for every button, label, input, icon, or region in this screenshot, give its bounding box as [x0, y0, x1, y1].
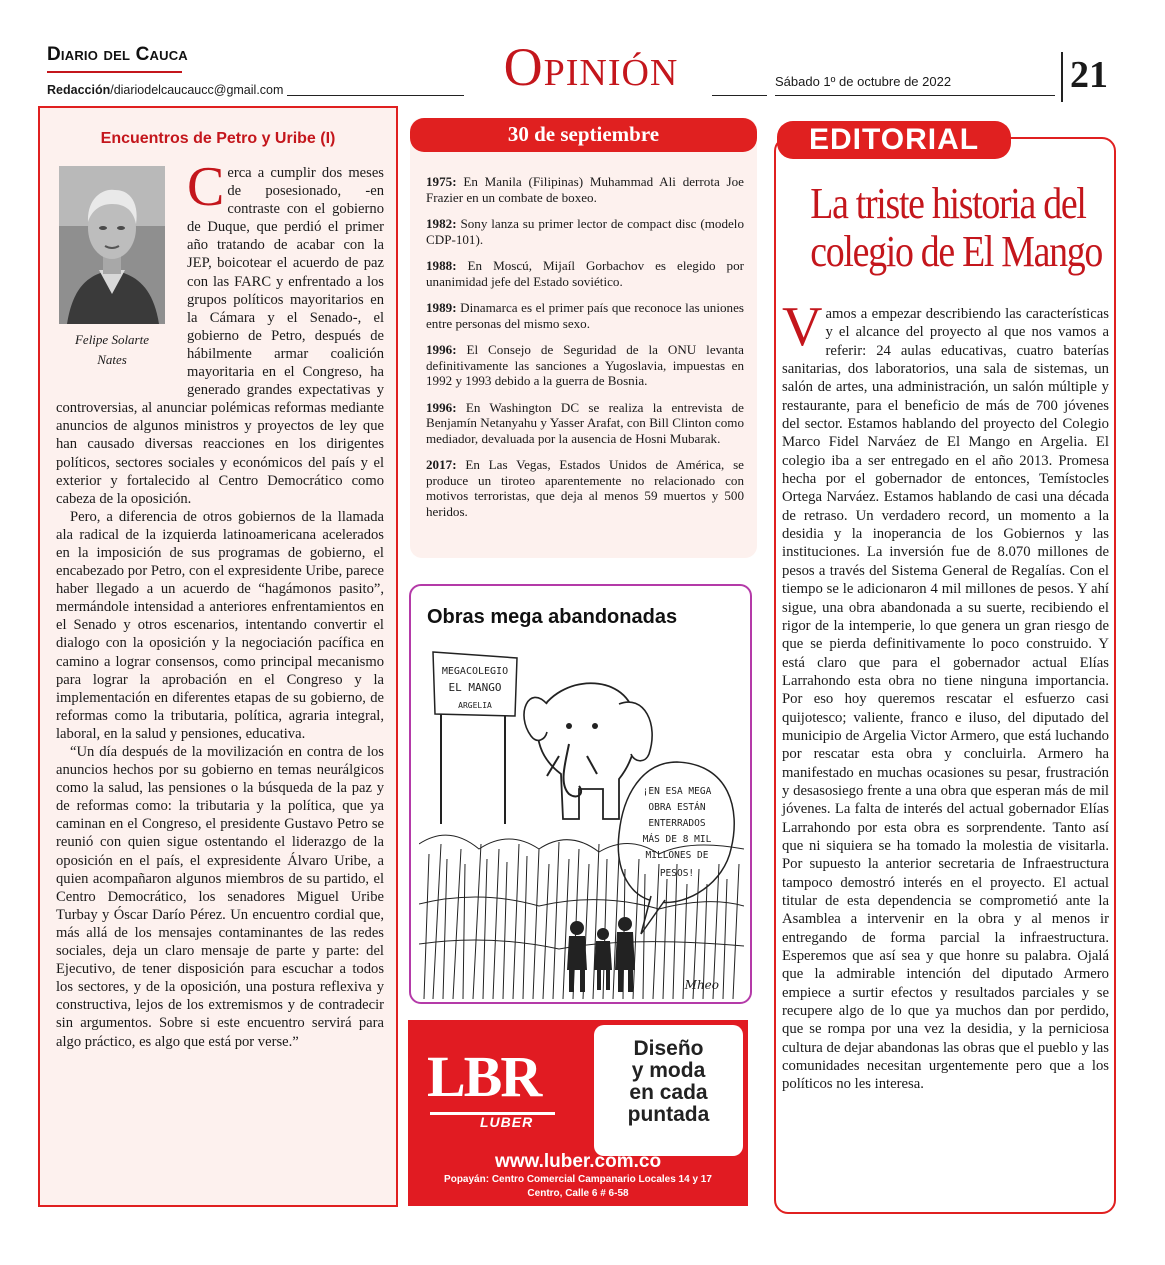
ephemeris-item: [426, 216, 744, 247]
ephemeris-year: 1982:: [426, 216, 457, 231]
cartoonist-signature: Mheo: [684, 978, 719, 992]
editorial-tab: [777, 121, 1011, 159]
author-name-line2: Nates: [97, 352, 127, 367]
ephemeris-title: 30 de septiembre: [507, 122, 660, 146]
ad-slogan-line-3: en cada: [629, 1081, 708, 1104]
author-portrait-image: [59, 166, 165, 324]
sign-line-3: ARGELIA: [458, 701, 492, 710]
ad-slogan-line-4: puntada: [627, 1103, 710, 1126]
opinion-column: [38, 106, 398, 1207]
ad-address-line-2: Centro, Calle 6 # 6-58: [527, 1188, 629, 1199]
editorial-body-text: amos a empezar describiendo las características y el alcance del proyecto al que nos vamos a referir: 24 aulas educativas, cuatro baterías sanitarias, dos laboratorios, una sala de sistemas, un salón de artes, una administración, un salón múltiple y restaurante, para el beneficio de más de 700 jóvenes del sector. Estamos hablando del proyecto del Colegio Marco Fidel Narváez de El Mango en Argelia. El colegio iba a ser entregado en el año 2013. Promesa hecha por el gobernador de entonces, Temístocles Ortega Narváez. Estamos hablando de casi una década de retraso. Un verdadero record, un momento a la desidia y la inoperancia de los Gobiernos y las instituciones. La inversión fue de 8.070 millones de pesos a través del Sistema General de Regalías. Con el tiempo se le adicionaron 4 mil millones de pesos. Y ahí sigue, una obra abandonada a su suerte, recibiendo el rigor de la intemperie, lo que genera un gran riesgo de que se pierda definitivamente lo poco construido. Y está claro que para el gobernador actual Elías Larrahondo esta obra no tiene ninguna importancia. Por eso hoy queremos rescatar el esfuerzo casi quijotesco; valiente, franco e iluso, del diputado del municipio de Argelia Victor Armero, que está luchando por rescatar esta obra y concluirla. Armero ha manifestado en muchas ocasiones su pesar, frustración y desasosiego frente a una obra que esperan más de mil jóvenes. La falta de interés del actual gobernador Elías Larrahondo por esta obra es sorprendente. Tanto así que ni siquiera se ha tomado la molestia de visitarla. Por supuesto la anterior secretaria de Infraestructura tampoco demostró interés en el proyecto. El actual titular de esta dependencia se comprometió ante la Asamblea a intervenir en la obra y al menos ir entregando de forma parcial la infraestructura. Esperemos que así sea y que honre su palabra. Ojalá que la admirable intención del diputado Armero empiece a surtir efectos y resultados parciales y se recupere algo de lo que ya muchos dan por perdido, que se rompa por una vez la desidia, y la perniciosa cultura de dejar abandonas las obras que el pueblo y las comunidades necesitan urgentemente pero que a los políticos no les interesa.: [782, 306, 1109, 1093]
bubble-line-4: MÁS DE 8 MIL: [642, 834, 712, 845]
ephemeris-list: [426, 174, 744, 530]
masthead-name: Diario del Cauca: [47, 44, 188, 65]
column-paragraph-3: “Un día después de la movilización en contra de los anuncios hechos por su gobierno en temas neurálgicos como la salud, las pensiones o la búsqueda de la paz y de reformas como: la tributaria y la política, que ya caminan en el Congreso, el presidente Gustavo Petro se reunió con quien sigue ostentando el liderazgo de la oposición en el país, el expresidente Álvaro Uribe, a quien acompañaron algunos miembros de su partido, el Centro Democrático, los senadores Miguel Uribe Turbay y Óscar Darío Pérez. Un encuentro cordial que, más allá de los mensajes contaminantes de las redes sociales, deja un claro mensaje de parte y parte: del Ejecutivo, de tener disposición para escuchar a todos los sectores, y de la oposición, una postura reflexiva y constructiva, lejos de los extremismos y de contradecir sin argumentos. Sobre si este encuentro servirá para algo práctico, es algo que está por verse.”: [56, 744, 384, 1050]
bubble-line-5: MILLONES DE: [645, 850, 709, 861]
editorial-headline-line-2: colegio de El Mango: [810, 227, 1103, 276]
page-number: 21: [1070, 54, 1108, 96]
ad-address-line-1: Popayán: Centro Comercial Campanario Locales 14 y 17: [444, 1174, 712, 1185]
ephemeris-year: 1989:: [426, 300, 457, 315]
sign-line-2: EL MANGO: [448, 681, 502, 694]
ephemeris-text: En Moscú, Mijaíl Gorbachov es elegido por unanimidad jefe del Estado soviético.: [426, 258, 744, 289]
redaccion-email: /diariodelcaucaucc@gmail.com: [110, 83, 284, 97]
ad-address: [408, 1173, 748, 1201]
ad-slogan: [594, 1038, 743, 1126]
ephemeris-item: [426, 300, 744, 331]
ephemeris-text: En Washington DC se realiza la entrevista de Benjamín Netanyahu y Yasser Arafat, con Bill Clinton como mediador, devaluada por la ausencia de Hosni Mubarak.: [426, 399, 744, 446]
masthead: [47, 44, 188, 76]
author-name-line1: Felipe Solarte: [74, 332, 149, 347]
ephemeris-year: 1988:: [426, 258, 457, 273]
ephemeris-text: En Las Vegas, Estados Unidos de América, se produce un tiroteo aparentemente no relacionado con motivos terroristas, que deja al menos 59 muertos y 500 heridos.: [426, 457, 744, 519]
ephemeris-text: El Consejo de Seguridad de la ONU levanta definitivamente las sanciones a Yugoslavia, impuestas en 1992 y 1993 debido a la guerra de Bosnia.: [426, 342, 744, 388]
luber-wordmark: LUBER: [480, 1114, 534, 1130]
bubble-line-2: OBRA ESTÁN: [648, 802, 706, 813]
people-drawing: [567, 917, 635, 992]
ephemeris-box: [410, 118, 757, 558]
ephemeris-item: [426, 258, 744, 289]
luber-advertisement[interactable]: [408, 1020, 748, 1206]
column-paragraph-2: Pero, a diferencia de otros gobiernos de la llamada ala radical de la izquierda latinoamericana acelerados en la imposición de sus programas de gobierno, el encabezado por Petro, con el expresidente Uribe, parece haber llegado a un acuerdo de “hagámonos pasito”, mermándole intensidad a anteriores enfrentamientos en el Senado y otros escenarios, intentando convertir el dialogo con la oposición y la negociación pacífica en camino a lograr consensos, como principal mecanismo para lograr la aprobación en el Congreso y la implementación en diferentes etapas de su gobierno, de reformas como la tributaria, política, agraria integral, laboral, en la salud y pensiones, educativa.: [56, 508, 384, 742]
masthead-rule: [47, 71, 182, 73]
column-dropcap: C: [187, 156, 225, 218]
ephemeris-year: 1975:: [426, 174, 457, 189]
cartoon-panel: [409, 584, 752, 1004]
ad-slogan-line-1: Diseño: [633, 1037, 704, 1060]
ephemeris-year: 2017:: [426, 457, 457, 472]
author-caption: [59, 330, 165, 370]
lbr-logo: LBR: [427, 1044, 541, 1109]
editorial-label: EDITORIAL: [808, 123, 980, 156]
sign-line-1: MEGACOLEGIO: [441, 666, 509, 677]
ephemeris-item: [426, 342, 744, 389]
ephemeris-text: Sony lanza su primer lector de compact disc (modelo CDP-101).: [426, 216, 744, 247]
ephemeris-year: 1996:: [426, 342, 457, 357]
section-title: Opinión: [503, 37, 679, 97]
bubble-line-3: ENTERRADOS: [648, 818, 706, 829]
ephemeris-text: Dinamarca es el primer país que reconoce las uniones entre personas del mismo sexo.: [426, 300, 744, 331]
redaccion-line: [47, 83, 283, 97]
page-number-divider: [1061, 52, 1063, 102]
ad-website-link[interactable]: www.luber.com.co: [494, 1151, 662, 1172]
ephemeris-year: 1996:: [426, 399, 457, 415]
ad-slogan-line-2: y moda: [631, 1059, 706, 1082]
column-headline: Encuentros de Petro y Uribe (I): [100, 130, 336, 147]
bubble-line-1: ¡EN ESA MEGA: [642, 786, 712, 797]
author-photo: [59, 166, 165, 324]
ephemeris-item: [426, 400, 744, 447]
column-paragraph-1-text: erca a cumplir dos meses de posesionado, -en contraste con el gobierno de Duque, que perdió el primer año tratando de acabar con la JEP, boicotear el acuerdo de paz con las FARC y enfrentado a los grupos políticos mayoritarios en la Cámara y el Senado-, el gobierno de Petro, después de hábilmente armar coalición mayoritaria en el Congreso, ha generado grandes expectativas y controversias, al anunciar polémicas reformas mediante anuncios de algunos ministros y proyectos de ley que han causado diversas reacciones en los dirigentes políticos, sectores sociales y económicos del país y el exterior y fortalecido al Centro Democrático como cabeza de la oposición.: [56, 165, 384, 507]
editorial-body: [782, 296, 1109, 1094]
editorial-headline-line-1: La triste historia del: [810, 179, 1086, 228]
redaccion-label: Redacción: [47, 83, 111, 97]
cartoon-title: Obras mega abandonadas: [427, 606, 678, 628]
ephemeris-header: [410, 118, 757, 152]
ephemeris-item: [426, 457, 744, 519]
header-rule-middle: [712, 95, 767, 96]
header-rule-right: [775, 95, 1055, 96]
bubble-line-6: PESOS!: [659, 868, 695, 879]
cartoon-illustration: [419, 644, 744, 999]
header-rule-left: [287, 95, 464, 96]
issue-date: Sábado 1º de octubre de 2022: [775, 74, 952, 89]
ephemeris-text: En Manila (Filipinas) Muhammad Ali derrota Joe Frazier en un combate de boxeo.: [426, 174, 744, 205]
editorial-headline: [810, 179, 1103, 276]
ephemeris-item: [426, 174, 744, 205]
editorial-dropcap: V: [782, 296, 823, 358]
